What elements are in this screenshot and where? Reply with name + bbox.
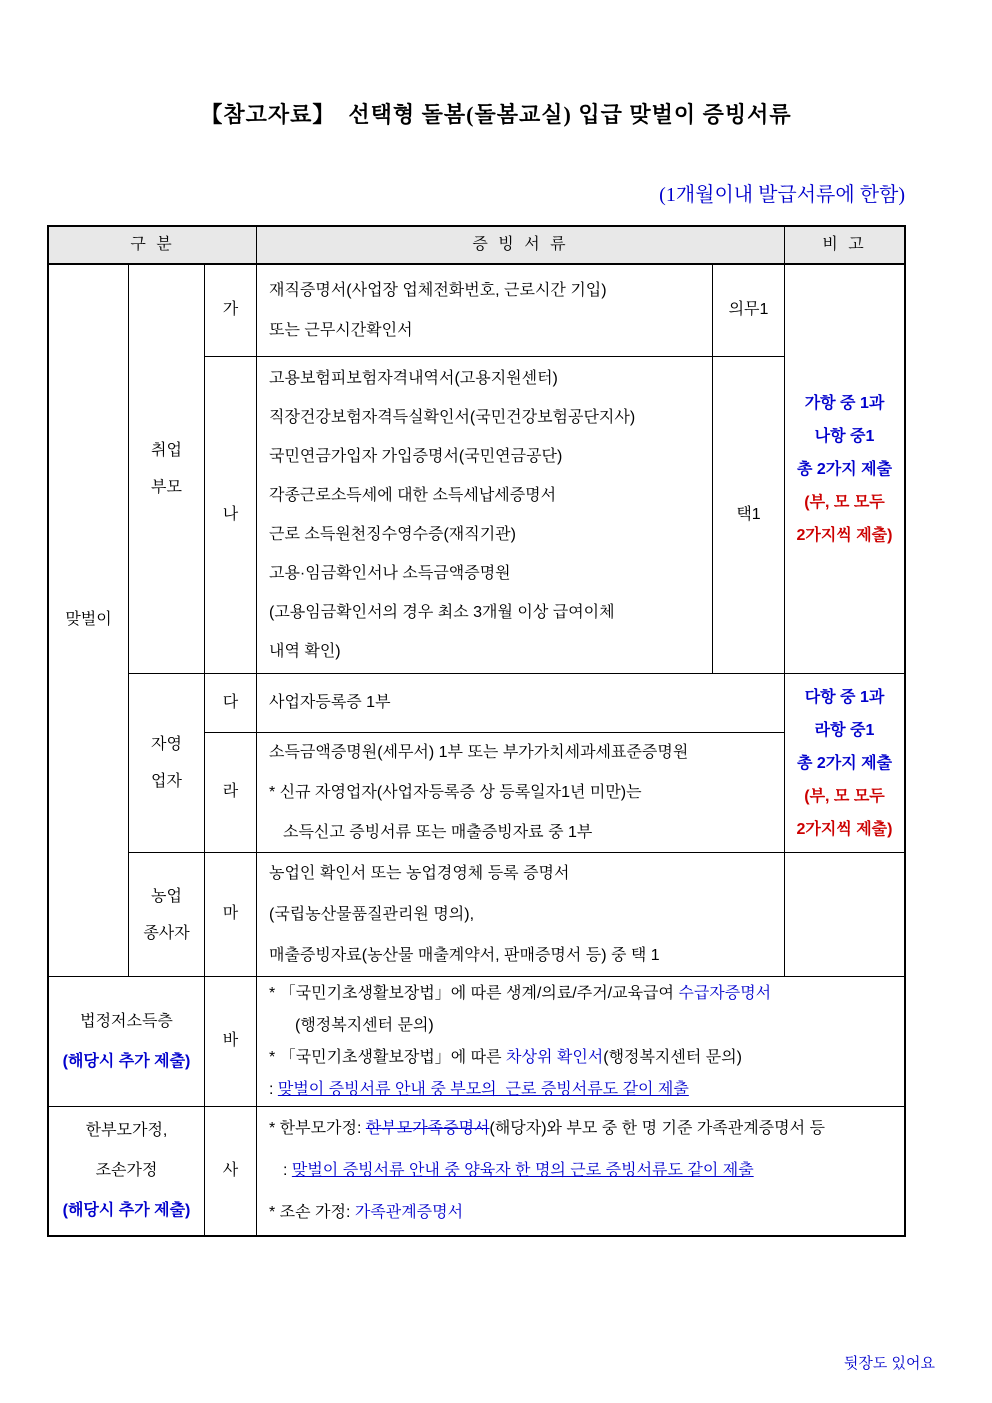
note-blue-line: 가항 중 1과 <box>804 394 885 412</box>
doc-line: 재직증명서(사업장 업체전화번호, 근로시간 기입) <box>269 281 607 299</box>
note-cell-ga-na <box>785 265 904 674</box>
doc-name-underlined: 맞벌이 증빙서류 안내 중 양육자 한 명의 근로 증빙서류도 같이 제출 <box>291 1162 754 1179</box>
note-red-line: (부, 모 모두 <box>804 493 885 511</box>
doc-line: 또는 근무시간확인서 <box>269 321 413 339</box>
text-segment: : <box>283 1162 292 1179</box>
page-subtitle: (1개월이내 발급서류에 한함) <box>659 184 905 206</box>
doc-line: 소득신고 증빙서류 또는 매출증빙자료 중 1부 <box>283 823 593 841</box>
note-blue-line: 나항 중1 <box>814 427 875 445</box>
note-blue-line: 라항 중1 <box>814 721 875 739</box>
text-segment: (해당자)와 부모 중 한 명 기준 가족관계증명서 등 <box>489 1120 825 1137</box>
requirements-table <box>47 225 906 1237</box>
doc-line: 근로 소득원천징수영수증(재직기관) <box>269 526 516 543</box>
row-key-ga: 가 <box>205 265 257 357</box>
doc-line: 고용·임금확인서나 소득금액증명원 <box>269 565 511 582</box>
note-blue-line: 다항 중 1과 <box>804 688 885 706</box>
row-content-sa <box>257 1107 904 1235</box>
doc-line: 소득금액증명원(세무서) 1부 또는 부가가치세과세표준증명원 <box>269 743 689 761</box>
page-title: 【참고자료】 선택형 돌봄(돌봄교실) 입급 맞벌이 증빙서류 <box>200 102 792 127</box>
doc-line: 사업자등록증 1부 <box>269 693 391 711</box>
doc-line: 고용보험피보험자격내역서(고용지원센터) <box>269 370 558 387</box>
doc-name-highlight: 수급자증명서 <box>678 984 772 1002</box>
doc-line: 국민연금가입자 가입증명서(국민연금공단) <box>269 448 563 465</box>
row-key-sa: 사 <box>205 1107 257 1235</box>
header-documents: 증 빙 서 류 <box>257 227 785 265</box>
text-segment: * 「국민기초생활보장법」에 따른 생계/의료/주거/교육급여 <box>269 984 679 1002</box>
note-red-line: (부, 모 모두 <box>804 787 885 805</box>
group-employed-line1: 취업 <box>151 442 182 459</box>
group-employed-parents <box>129 265 205 674</box>
row-key-da: 다 <box>205 674 257 733</box>
doc-line <box>269 1074 689 1106</box>
row-key-na: 나 <box>205 357 257 674</box>
note-blue-line: 총 2가지 제출 <box>796 460 893 478</box>
note-cell-da-ra <box>785 674 904 853</box>
requirement-ga: 의무1 <box>713 265 785 357</box>
text-segment: : <box>269 1080 278 1098</box>
row-key-ba: 바 <box>205 977 257 1107</box>
doc-name-highlight: 한부모가족증명서 <box>365 1120 490 1137</box>
doc-line: (국립농산물품질관리원 명의), <box>269 906 475 923</box>
group-low-income-sublabel: (해당시 추가 제출) <box>62 1052 191 1070</box>
text-segment: * 「국민기초생활보장법」에 따른 <box>269 1048 507 1066</box>
note-red-line: 2가지씩 제출) <box>796 820 893 838</box>
doc-line <box>269 1150 754 1192</box>
row-content-ra <box>257 733 785 853</box>
group-agri-line2: 종사자 <box>143 924 190 942</box>
group-employed-line2: 부모 <box>151 479 182 496</box>
doc-line <box>269 1192 463 1234</box>
doc-line: (고용임금확인서의 경우 최소 3개월 이상 급여이체 <box>269 604 615 621</box>
header-category: 구 분 <box>49 227 257 265</box>
requirement-na: 택1 <box>713 357 785 674</box>
group-single-parent-sublabel: (해당시 추가 제출) <box>62 1202 191 1219</box>
row-content-ga <box>257 265 713 357</box>
doc-line: * 신규 자영업자(사업자등록증 상 등록일자1년 미만)는 <box>269 783 642 801</box>
text-segment: * 조손 가정: <box>269 1204 355 1221</box>
group-low-income <box>49 977 205 1107</box>
note-blue-line: 총 2가지 제출 <box>796 754 893 772</box>
note-cell-ma-empty <box>785 853 904 977</box>
doc-line: 직장건강보험자격득실확인서(국민건강보험공단지사) <box>269 409 636 426</box>
row-key-ma: 마 <box>205 853 257 977</box>
group-self-employed <box>129 674 205 853</box>
note-red-line: 2가지씩 제출) <box>796 526 893 544</box>
doc-line: 내역 확인) <box>269 643 341 660</box>
doc-line: 각종근로소득세에 대한 소득세납세증명서 <box>269 487 557 504</box>
doc-name-highlight: 가족관계증명서 <box>354 1204 464 1221</box>
doc-line: (행정복지센터 문의) <box>295 1016 434 1034</box>
text-segment: * 한부모가정: <box>269 1120 366 1137</box>
group-single-parent-line1: 한부모가정, <box>85 1122 168 1139</box>
doc-line <box>269 1042 742 1074</box>
group-agriculture <box>129 853 205 977</box>
group-agri-line1: 농업 <box>151 887 182 905</box>
group-low-income-label: 법정저소득층 <box>80 1012 173 1030</box>
doc-line: 매출증빙자료(농산물 매출계약서, 판매증명서 등) 중 택 1 <box>269 947 660 964</box>
group-dual-income: 맞벌이 <box>49 265 129 977</box>
group-self-line1: 자영 <box>151 736 182 753</box>
header-note: 비 고 <box>785 227 904 265</box>
row-content-ma <box>257 853 785 977</box>
footer-note: 뒷장도 있어요 <box>843 1355 935 1372</box>
row-key-ra: 라 <box>205 733 257 853</box>
doc-name-highlight: 차상위 확인서 <box>506 1048 604 1066</box>
doc-line: 농업인 확인서 또는 농업경영체 등록 증명서 <box>269 865 570 882</box>
doc-line <box>269 1108 825 1150</box>
group-self-line2: 업자 <box>151 773 182 790</box>
row-content-na <box>257 357 713 674</box>
text-segment: (행정복지센터 문의) <box>603 1048 742 1066</box>
doc-line <box>269 978 771 1010</box>
doc-name-underlined: 맞벌이 증빙서류 안내 중 부모의 근로 증빙서류도 같이 제출 <box>277 1080 689 1098</box>
group-single-parent-line2: 조손가정 <box>95 1162 158 1179</box>
row-content-ba <box>257 977 904 1107</box>
group-single-parent <box>49 1107 205 1235</box>
row-content-da <box>257 674 785 733</box>
